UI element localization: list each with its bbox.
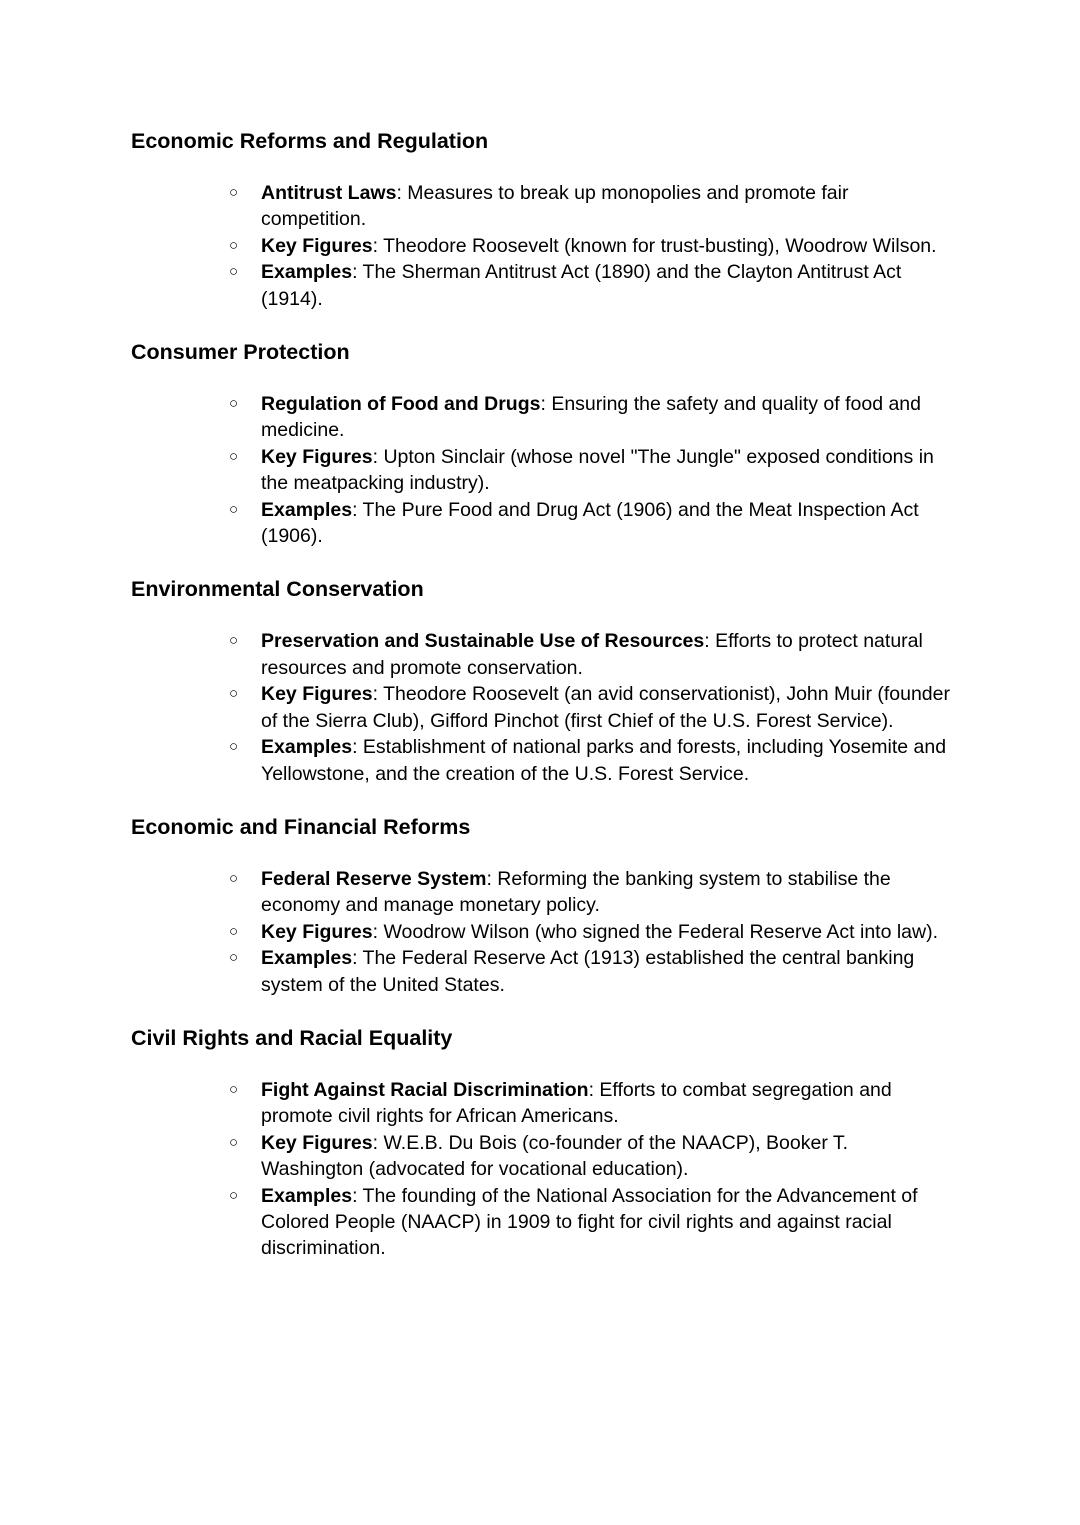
- item-text: : Efforts to combat segregation and promote civil rights for African Americans.: [261, 1078, 892, 1128]
- item-text: : Upton Sinclair (whose novel "The Jungle" exposed conditions in the meatpacking industry).: [261, 445, 934, 495]
- item-label: Key Figures: [261, 920, 373, 943]
- section-heading: Economic and Financial Reforms: [131, 814, 471, 839]
- circle-bullet-icon: ○: [229, 949, 239, 967]
- item-text: : The Sherman Antitrust Act (1890) and the Clayton Antitrust Act (1914).: [261, 261, 902, 310]
- section-heading: Civil Rights and Racial Equality: [131, 1025, 453, 1050]
- circle-bullet-icon: ○: [229, 184, 239, 201]
- list-item: [229, 1077, 951, 1130]
- list-item: [229, 444, 951, 497]
- item-text: : Theodore Roosevelt (an avid conservationist), John Muir (founder of the Sierra Club), Gifford Pinchot (first Chief of the U.S. Forest Service).: [261, 683, 950, 732]
- list-item: [229, 1183, 951, 1262]
- bullet-list: [131, 628, 951, 786]
- section-heading: Environmental Conservation: [131, 577, 424, 602]
- section-environmental-conservation: [131, 574, 951, 786]
- list-item: [229, 919, 951, 945]
- circle-bullet-icon: ○: [229, 236, 239, 254]
- circle-bullet-icon: ○: [229, 1186, 239, 1204]
- section-economic-reforms: [131, 126, 951, 312]
- item-text: : Efforts to protect natural resources and promote conservation.: [261, 630, 923, 679]
- item-label: Federal Reserve System: [261, 867, 487, 890]
- item-text: : The Federal Reserve Act (1913) established the central banking system of the United States.: [261, 947, 915, 996]
- circle-bullet-icon: ○: [229, 632, 239, 650]
- list-item: [229, 180, 951, 233]
- item-text: : Theodore Roosevelt (known for trust-busting), Woodrow Wilson.: [372, 234, 937, 257]
- circle-bullet-icon: ○: [229, 1080, 239, 1098]
- bullet-list: [131, 180, 951, 312]
- bullet-list: [131, 866, 951, 998]
- section-heading: Consumer Protection: [131, 340, 350, 365]
- circle-bullet-icon: ○: [229, 447, 239, 465]
- section-civil-rights: [131, 1023, 951, 1262]
- list-item: [229, 233, 951, 259]
- circle-bullet-icon: ○: [229, 685, 239, 703]
- list-item: [229, 259, 951, 312]
- item-text: : Reforming the banking system to stabilise the economy and manage monetary policy.: [261, 867, 891, 917]
- section-financial-reforms: [131, 812, 951, 998]
- list-item: [229, 628, 951, 681]
- item-text: : W.E.B. Du Bois (co-founder of the NAACP), Booker T. Washington (advocated for vocational education).: [261, 1131, 849, 1181]
- list-item: [229, 945, 951, 998]
- circle-bullet-icon: ○: [229, 922, 239, 940]
- item-label: Fight Against Racial Discrimination: [261, 1078, 589, 1101]
- item-label: Examples: [261, 261, 353, 284]
- item-label: Examples: [261, 1184, 353, 1207]
- item-text: : The Pure Food and Drug Act (1906) and the Meat Inspection Act (1906).: [261, 498, 919, 548]
- document-page: [131, 126, 951, 1287]
- list-item: [229, 734, 951, 787]
- item-label: Key Figures: [261, 1131, 373, 1154]
- circle-bullet-icon: ○: [229, 1133, 239, 1151]
- circle-bullet-icon: ○: [229, 738, 239, 756]
- item-label: Antitrust Laws: [261, 182, 397, 204]
- item-label: Key Figures: [261, 683, 373, 706]
- item-text: : Ensuring the safety and quality of food and medicine.: [261, 393, 921, 442]
- circle-bullet-icon: ○: [229, 500, 239, 518]
- section-heading: Economic Reforms and Regulation: [131, 129, 489, 153]
- list-item: [229, 866, 951, 919]
- list-item: [229, 681, 951, 734]
- bullet-list: [131, 1077, 951, 1262]
- item-label: Regulation of Food and Drugs: [261, 393, 541, 416]
- list-item: [229, 497, 951, 550]
- item-text: : The founding of the National Association for the Advancement of Colored People (NAACP) in 1909 to fight for civil rights and against racial discrimination.: [261, 1184, 918, 1260]
- circle-bullet-icon: ○: [229, 263, 239, 281]
- item-label: Examples: [261, 498, 353, 521]
- section-consumer-protection: [131, 337, 951, 549]
- item-label: Key Figures: [261, 234, 373, 257]
- list-item: [229, 1130, 951, 1183]
- item-label: Examples: [261, 736, 353, 759]
- item-label: Examples: [261, 947, 353, 970]
- item-label: Key Figures: [261, 445, 373, 468]
- item-text: : Establishment of national parks and forests, including Yosemite and Yellowstone, and the creation of the U.S. Forest Service.: [261, 736, 947, 785]
- item-text: : Measures to break up monopolies and promote fair competition.: [261, 182, 849, 231]
- list-item: [229, 391, 951, 444]
- item-label: Preservation and Sustainable Use of Resources: [261, 630, 705, 653]
- item-text: : Woodrow Wilson (who signed the Federal Reserve Act into law).: [372, 920, 939, 943]
- bullet-list: [131, 391, 951, 549]
- circle-bullet-icon: ○: [229, 869, 239, 887]
- circle-bullet-icon: ○: [229, 395, 239, 413]
